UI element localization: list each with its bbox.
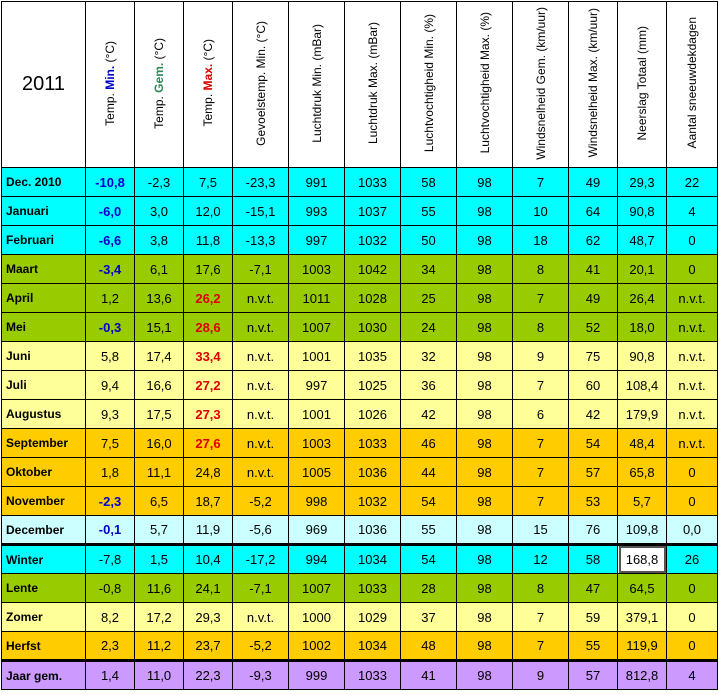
table-cell[interactable]: 55 <box>569 632 618 661</box>
table-row <box>2 226 718 255</box>
table-cell[interactable]: 1007 <box>289 313 345 342</box>
table-cell[interactable]: 1033 <box>345 168 401 197</box>
table-cell[interactable]: 1,5 <box>135 545 184 574</box>
table-cell[interactable]: 6 <box>513 400 569 429</box>
table-cell[interactable]: 997 <box>289 226 345 255</box>
table-cell[interactable]: n.v.t. <box>233 342 289 371</box>
table-cell[interactable]: 1,8 <box>86 458 135 487</box>
table-cell[interactable]: 1011 <box>289 284 345 313</box>
table-cell[interactable]: 24 <box>401 313 457 342</box>
table-cell[interactable]: n.v.t. <box>233 400 289 429</box>
table-cell[interactable]: 98 <box>457 313 513 342</box>
table-cell[interactable]: 54 <box>569 429 618 458</box>
table-row <box>2 342 718 371</box>
row-label[interactable]: Juli <box>2 371 86 400</box>
row-label[interactable]: Maart <box>2 255 86 284</box>
table-cell[interactable]: 168,8 <box>618 545 667 574</box>
column-header-text: Temp. <box>201 90 215 127</box>
row-label[interactable]: Oktober <box>2 458 86 487</box>
row-label[interactable]: April <box>2 284 86 313</box>
table-cell[interactable]: 11,1 <box>135 458 184 487</box>
column-header-text: Luchtdruk Min. (mBar) <box>309 23 324 143</box>
table-cell[interactable]: 26 <box>667 545 718 574</box>
table-cell[interactable]: 28,6 <box>184 313 233 342</box>
table-cell[interactable]: n.v.t. <box>233 313 289 342</box>
row-label[interactable]: Zomer <box>2 603 86 632</box>
table-cell[interactable]: 98 <box>457 545 513 574</box>
table-cell[interactable]: 0,0 <box>667 516 718 545</box>
table-row <box>2 661 718 690</box>
row-label[interactable]: Herfst <box>2 632 86 661</box>
table-cell[interactable]: 998 <box>289 487 345 516</box>
column-header-text: (°C) <box>152 37 166 63</box>
table-cell[interactable]: 48 <box>401 632 457 661</box>
row-label[interactable]: Winter <box>2 545 86 574</box>
column-header-label <box>201 39 215 127</box>
table-cell[interactable]: 98 <box>457 603 513 632</box>
table-cell[interactable]: 22,3 <box>184 661 233 690</box>
table-cell[interactable]: n.v.t. <box>667 313 718 342</box>
table-cell[interactable]: 4 <box>667 197 718 226</box>
table-cell[interactable]: 9,3 <box>86 400 135 429</box>
row-label[interactable]: Februari <box>2 226 86 255</box>
table-row <box>2 545 718 574</box>
table-cell[interactable]: -7,1 <box>233 574 289 603</box>
table-cell[interactable]: -6,0 <box>86 197 135 226</box>
table-cell[interactable]: 22 <box>667 168 718 197</box>
column-header-text: Luchtdruk Max. (mBar) <box>365 21 380 145</box>
table-cell[interactable]: -0,3 <box>86 313 135 342</box>
table-cell[interactable]: 23,7 <box>184 632 233 661</box>
table-cell[interactable]: -10,8 <box>86 168 135 197</box>
column-header-text: Max. <box>201 64 215 91</box>
table-cell[interactable]: 98 <box>457 574 513 603</box>
column-header[interactable] <box>345 2 401 168</box>
table-cell[interactable]: 53 <box>569 487 618 516</box>
table-row <box>2 458 718 487</box>
table-row <box>2 313 718 342</box>
table-cell[interactable]: 98 <box>457 342 513 371</box>
table-cell[interactable]: 2,3 <box>86 632 135 661</box>
table-cell[interactable]: 29,3 <box>618 168 667 197</box>
column-header-label <box>478 12 492 153</box>
table-cell[interactable]: 1,2 <box>86 284 135 313</box>
table-cell[interactable]: 0 <box>667 226 718 255</box>
table-cell[interactable]: 1025 <box>345 371 401 400</box>
table-cell[interactable]: 8 <box>513 313 569 342</box>
table-cell[interactable]: 98 <box>457 429 513 458</box>
table-cell[interactable]: 5,7 <box>135 516 184 545</box>
table-cell[interactable]: 7 <box>513 429 569 458</box>
table-cell[interactable]: 7 <box>513 458 569 487</box>
row-label[interactable]: Dec. 2010 <box>2 168 86 197</box>
table-cell[interactable]: 0 <box>667 458 718 487</box>
table-cell[interactable]: 7 <box>513 284 569 313</box>
table-cell[interactable]: 993 <box>289 197 345 226</box>
table-cell[interactable]: 17,5 <box>135 400 184 429</box>
table-cell[interactable]: 52 <box>569 313 618 342</box>
column-header[interactable] <box>86 2 135 168</box>
table-cell[interactable]: 44 <box>401 458 457 487</box>
column-header-text: Luchtvochtigheid Min. (%) <box>421 13 436 153</box>
column-header-label <box>310 24 324 143</box>
column-header-label <box>685 17 699 148</box>
table-cell[interactable]: 98 <box>457 661 513 690</box>
table-cell[interactable]: -0,8 <box>86 574 135 603</box>
table-cell[interactable]: n.v.t. <box>667 400 718 429</box>
table-cell[interactable]: 17,2 <box>135 603 184 632</box>
table-row <box>2 400 718 429</box>
table-cell[interactable]: 50 <box>401 226 457 255</box>
table-cell[interactable]: n.v.t. <box>233 603 289 632</box>
table-cell[interactable]: 1037 <box>345 197 401 226</box>
table-cell[interactable]: 41 <box>401 661 457 690</box>
table-cell[interactable]: -5,6 <box>233 516 289 545</box>
column-header[interactable] <box>618 2 667 168</box>
table-cell[interactable]: 11,6 <box>135 574 184 603</box>
column-header[interactable] <box>289 2 345 168</box>
row-label[interactable]: Juni <box>2 342 86 371</box>
table-cell[interactable]: 48,4 <box>618 429 667 458</box>
table-cell[interactable]: -9,3 <box>233 661 289 690</box>
table-cell[interactable]: 999 <box>289 661 345 690</box>
table-cell[interactable]: 47 <box>569 574 618 603</box>
column-header[interactable] <box>135 2 184 168</box>
table-cell[interactable]: -7,1 <box>233 255 289 284</box>
table-cell[interactable]: 18,7 <box>184 487 233 516</box>
table-cell[interactable]: 29,3 <box>184 603 233 632</box>
table-cell[interactable]: 1035 <box>345 342 401 371</box>
row-label[interactable]: Augustus <box>2 400 86 429</box>
table-cell[interactable]: 0 <box>667 574 718 603</box>
table-row <box>2 516 718 545</box>
column-header[interactable] <box>401 2 457 168</box>
table-cell[interactable]: 55 <box>401 197 457 226</box>
column-header-text: Neerslag Totaal (mm) <box>635 25 649 141</box>
table-cell[interactable]: 34 <box>401 255 457 284</box>
table-row <box>2 197 718 226</box>
table-cell[interactable]: n.v.t. <box>667 342 718 371</box>
table-cell[interactable]: 5,7 <box>618 487 667 516</box>
table-cell[interactable]: 1034 <box>345 545 401 574</box>
table-cell[interactable]: 8,2 <box>86 603 135 632</box>
table-cell[interactable]: n.v.t. <box>667 284 718 313</box>
table-cell[interactable]: 179,9 <box>618 400 667 429</box>
table-cell[interactable]: 76 <box>569 516 618 545</box>
table-cell[interactable]: n.v.t. <box>233 284 289 313</box>
table-cell[interactable]: -5,2 <box>233 632 289 661</box>
row-label[interactable]: September <box>2 429 86 458</box>
table-cell[interactable]: 12,0 <box>184 197 233 226</box>
column-header-text: Gem. <box>152 62 166 93</box>
column-header-label <box>635 26 649 140</box>
table-cell[interactable]: 991 <box>289 168 345 197</box>
table-row <box>2 371 718 400</box>
year-title[interactable]: 2011 <box>2 2 86 168</box>
table-cell[interactable]: 6,5 <box>135 487 184 516</box>
row-label[interactable]: November <box>2 487 86 516</box>
table-cell[interactable]: 17,6 <box>184 255 233 284</box>
table-cell[interactable]: 49 <box>569 168 618 197</box>
column-header-text: Luchtvochtigheid Max. (%) <box>477 12 492 154</box>
column-header-text: (°C) <box>103 40 117 66</box>
table-cell[interactable]: 11,2 <box>135 632 184 661</box>
table-cell[interactable]: 16,6 <box>135 371 184 400</box>
table-cell[interactable]: 9,4 <box>86 371 135 400</box>
column-header-text: Gevoelstemp. Min. (°C) <box>253 20 268 146</box>
table-cell[interactable]: 1034 <box>345 632 401 661</box>
column-header-text: Temp. <box>103 89 117 126</box>
table-cell[interactable]: 64 <box>569 197 618 226</box>
table-cell[interactable]: 65,8 <box>618 458 667 487</box>
table-cell[interactable]: 98 <box>457 168 513 197</box>
table-cell[interactable]: 48,7 <box>618 226 667 255</box>
table-cell[interactable]: 75 <box>569 342 618 371</box>
table-cell[interactable]: 1003 <box>289 429 345 458</box>
table-cell[interactable]: 15 <box>513 516 569 545</box>
table-cell[interactable]: -3,4 <box>86 255 135 284</box>
table-cell[interactable]: 7,5 <box>86 429 135 458</box>
table-cell[interactable]: 18,0 <box>618 313 667 342</box>
table-cell[interactable]: 1005 <box>289 458 345 487</box>
table-cell[interactable]: 3,0 <box>135 197 184 226</box>
table-cell[interactable]: -23,3 <box>233 168 289 197</box>
table-cell[interactable]: 98 <box>457 284 513 313</box>
column-header-label <box>422 14 436 152</box>
table-cell[interactable]: 1001 <box>289 342 345 371</box>
column-header[interactable] <box>513 2 569 168</box>
table-cell[interactable]: 812,8 <box>618 661 667 690</box>
table-cell[interactable]: 98 <box>457 632 513 661</box>
table-cell[interactable]: 26,2 <box>184 284 233 313</box>
table-cell[interactable]: n.v.t. <box>667 429 718 458</box>
table-cell[interactable]: 8 <box>513 574 569 603</box>
table-cell[interactable]: 28 <box>401 574 457 603</box>
table-cell[interactable]: 1002 <box>289 632 345 661</box>
column-header[interactable] <box>457 2 513 168</box>
table-cell[interactable]: 108,4 <box>618 371 667 400</box>
table-cell[interactable]: 1030 <box>345 313 401 342</box>
column-header[interactable] <box>233 2 289 168</box>
table-cell[interactable]: 98 <box>457 371 513 400</box>
table-cell[interactable]: 1001 <box>289 400 345 429</box>
table-cell[interactable]: 58 <box>401 168 457 197</box>
table-cell[interactable]: 3,8 <box>135 226 184 255</box>
table-cell[interactable]: 27,6 <box>184 429 233 458</box>
table-cell[interactable]: 1032 <box>345 487 401 516</box>
table-cell[interactable]: 25 <box>401 284 457 313</box>
table-cell[interactable]: 42 <box>569 400 618 429</box>
table-cell[interactable]: 12 <box>513 545 569 574</box>
table-cell[interactable]: 36 <box>401 371 457 400</box>
column-header-text: Windsnelheid Max. (km/uur) <box>586 8 600 158</box>
table-cell[interactable]: 62 <box>569 226 618 255</box>
table-cell[interactable]: 98 <box>457 197 513 226</box>
table-cell[interactable]: 1007 <box>289 574 345 603</box>
table-cell[interactable]: 98 <box>457 226 513 255</box>
table-cell[interactable]: -17,2 <box>233 545 289 574</box>
table-cell[interactable]: 24,1 <box>184 574 233 603</box>
table-row <box>2 168 718 197</box>
column-header-text: Min. <box>103 65 117 90</box>
column-header[interactable] <box>667 2 718 168</box>
table-cell[interactable]: 41 <box>569 255 618 284</box>
row-label[interactable]: December <box>2 516 86 545</box>
table-cell[interactable]: -2,3 <box>86 487 135 516</box>
table-cell[interactable]: -0,1 <box>86 516 135 545</box>
table-row <box>2 632 718 661</box>
table-cell[interactable]: 7 <box>513 487 569 516</box>
table-cell[interactable]: 0 <box>667 632 718 661</box>
table-row <box>2 284 718 313</box>
table-cell[interactable]: 6,1 <box>135 255 184 284</box>
table-cell[interactable]: n.v.t. <box>233 458 289 487</box>
table-cell[interactable]: 5,8 <box>86 342 135 371</box>
table-cell[interactable]: 1036 <box>345 458 401 487</box>
table-cell[interactable]: 16,0 <box>135 429 184 458</box>
table-cell[interactable]: -6,6 <box>86 226 135 255</box>
column-header-label <box>254 21 268 146</box>
column-header-text: Temp. <box>152 92 166 129</box>
table-row <box>2 487 718 516</box>
table-row <box>2 603 718 632</box>
row-label[interactable]: Januari <box>2 197 86 226</box>
table-cell[interactable]: 55 <box>401 516 457 545</box>
table-cell[interactable]: 1029 <box>345 603 401 632</box>
table-cell[interactable]: 98 <box>457 516 513 545</box>
table-cell[interactable]: 98 <box>457 400 513 429</box>
table-row <box>2 255 718 284</box>
table-cell[interactable]: 1033 <box>345 574 401 603</box>
table-cell[interactable]: 1042 <box>345 255 401 284</box>
row-label[interactable]: Mei <box>2 313 86 342</box>
table-cell[interactable]: 9 <box>513 342 569 371</box>
table-cell[interactable]: 8 <box>513 255 569 284</box>
column-header-label <box>152 38 166 129</box>
table-cell[interactable]: 1000 <box>289 603 345 632</box>
table-cell[interactable]: 57 <box>569 661 618 690</box>
table-cell[interactable]: 109,8 <box>618 516 667 545</box>
table-cell[interactable]: 32 <box>401 342 457 371</box>
table-cell[interactable]: 11,9 <box>184 516 233 545</box>
table-cell[interactable]: 26,4 <box>618 284 667 313</box>
row-label[interactable]: Jaar gem. <box>2 661 86 690</box>
table-cell[interactable]: 90,8 <box>618 342 667 371</box>
table-cell[interactable]: 64,5 <box>618 574 667 603</box>
table-cell[interactable]: 90,8 <box>618 197 667 226</box>
table-cell[interactable]: -15,1 <box>233 197 289 226</box>
table-cell[interactable]: 4 <box>667 661 718 690</box>
table-cell[interactable]: 54 <box>401 545 457 574</box>
table-cell[interactable]: 20,1 <box>618 255 667 284</box>
table-cell[interactable]: 11,0 <box>135 661 184 690</box>
table-row <box>2 574 718 603</box>
table-cell[interactable]: 98 <box>457 458 513 487</box>
table-cell[interactable]: 13,6 <box>135 284 184 313</box>
table-cell[interactable]: 60 <box>569 371 618 400</box>
table-cell[interactable]: 46 <box>401 429 457 458</box>
table-cell[interactable]: 59 <box>569 603 618 632</box>
table-cell[interactable]: 15,1 <box>135 313 184 342</box>
weather-table <box>1 1 718 690</box>
table-cell[interactable]: 9 <box>513 661 569 690</box>
table-cell[interactable]: 1028 <box>345 284 401 313</box>
table-cell[interactable]: 10,4 <box>184 545 233 574</box>
table-cell[interactable]: 1003 <box>289 255 345 284</box>
table-cell[interactable]: 10 <box>513 197 569 226</box>
table-cell[interactable]: -5,2 <box>233 487 289 516</box>
table-cell[interactable]: 98 <box>457 487 513 516</box>
column-header[interactable] <box>184 2 233 168</box>
column-header-text: Aantal sneeuwdekdagen <box>685 17 699 149</box>
table-cell[interactable]: -2,3 <box>135 168 184 197</box>
column-header-text: (°C) <box>201 39 215 65</box>
table-cell[interactable]: -13,3 <box>233 226 289 255</box>
table-body <box>2 168 718 690</box>
column-header-text: Windsnelheid Gem. (km/uur) <box>533 6 548 160</box>
table-cell[interactable]: 37 <box>401 603 457 632</box>
row-label[interactable]: Lente <box>2 574 86 603</box>
table-row <box>2 429 718 458</box>
table-cell[interactable]: 24,8 <box>184 458 233 487</box>
table-cell[interactable]: 1036 <box>345 516 401 545</box>
table-cell[interactable]: 11,8 <box>184 226 233 255</box>
table-cell[interactable]: n.v.t. <box>233 429 289 458</box>
table-cell[interactable]: 994 <box>289 545 345 574</box>
table-cell[interactable]: 969 <box>289 516 345 545</box>
table-cell[interactable]: 7 <box>513 371 569 400</box>
table-cell[interactable]: 7 <box>513 603 569 632</box>
table-cell[interactable]: 58 <box>569 545 618 574</box>
table-cell[interactable]: 98 <box>457 255 513 284</box>
table-cell[interactable]: n.v.t. <box>233 371 289 400</box>
table-cell[interactable]: 17,4 <box>135 342 184 371</box>
table-cell[interactable]: 119,9 <box>618 632 667 661</box>
table-cell[interactable]: -7,8 <box>86 545 135 574</box>
table-cell[interactable]: 27,2 <box>184 371 233 400</box>
table-cell[interactable]: 0 <box>667 487 718 516</box>
table-cell[interactable]: 0 <box>667 603 718 632</box>
table-cell[interactable]: 1032 <box>345 226 401 255</box>
table-cell[interactable]: 0 <box>667 255 718 284</box>
column-header[interactable] <box>569 2 618 168</box>
table-cell[interactable]: 1033 <box>345 429 401 458</box>
table-cell[interactable]: 7 <box>513 168 569 197</box>
column-header-label <box>586 8 600 157</box>
table-cell[interactable]: 27,3 <box>184 400 233 429</box>
table-cell[interactable]: 1033 <box>345 661 401 690</box>
table-cell[interactable]: 42 <box>401 400 457 429</box>
column-header-label <box>534 7 548 160</box>
column-header-label <box>366 22 380 144</box>
table-cell[interactable]: 49 <box>569 284 618 313</box>
header-row <box>2 2 718 168</box>
table-cell[interactable]: 379,1 <box>618 603 667 632</box>
table-cell[interactable]: 7,5 <box>184 168 233 197</box>
table-cell[interactable]: 997 <box>289 371 345 400</box>
table-cell[interactable]: 7 <box>513 632 569 661</box>
table-cell[interactable]: 1,4 <box>86 661 135 690</box>
table-cell[interactable]: 57 <box>569 458 618 487</box>
table-cell[interactable]: 1026 <box>345 400 401 429</box>
table-cell[interactable]: 54 <box>401 487 457 516</box>
table-cell[interactable]: n.v.t. <box>667 371 718 400</box>
table-cell[interactable]: 18 <box>513 226 569 255</box>
column-header-label <box>103 41 117 126</box>
table-cell[interactable]: 33,4 <box>184 342 233 371</box>
